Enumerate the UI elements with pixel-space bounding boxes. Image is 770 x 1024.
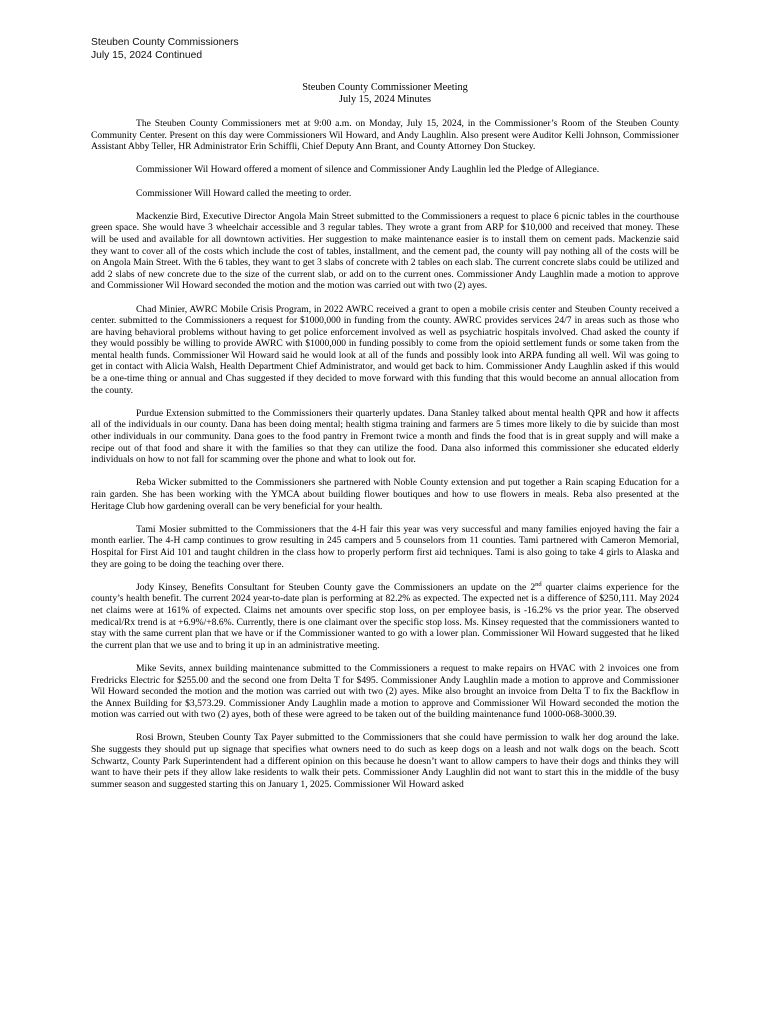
paragraph-call-to-order: Commissioner Will Howard called the meeting to order.	[136, 187, 352, 199]
paragraph-awrc-mobile-crisis: Chad Minier, AWRC Mobile Crisis Program, in 2022 AWRC received a grant to open a mobile crisis center and Steuben County received a center. submitted to the Commissioners a request for $1000,000 in funding from the county. AWRC provides services 24/7 in areas such as those who are having behavioral problems without having to get police enforcement involved as well as psychiatric hospitals involved. Chad asked the county if they would possibly be willing to provide AWRC with $1000,000 in funding possibly to come from the opioid settlement funds or some taken from the mental health funds. Commissioner Wil Howard said he would look at all of the funds and possibly look into ARPA funding all well. Wil was going to get in contact with Alicia Walsh, Health Department Chief Administrator, and would get back to him. Commissioner Andy Laughlin asked if this would be a one-time thing or annual and Chas suggested if they decided to move forward with this funding that this would become an annual allocation from the county.	[91, 303, 679, 396]
paragraph-4h-fair: Tami Mosier submitted to the Commissioners that the 4-H fair this year was very successful and many families enjoyed having the fair a month earlier. The 4-H camp continues to grow resulting in 245 campers and 5 counselors from 11 counties. Tami partnered with Cameron Memorial, Hospital for First Aid 101 and taught children in the class how to properly perform first aid techniques. Tami is also going to take 4 girls to Alaska and they are going to be doing the teaching over there.	[91, 523, 679, 570]
paragraph-dog-walking: Rosi Brown, Steuben County Tax Payer submitted to the Commissioners that she could have permission to walk her dog around the lake. She suggests they should put up signage that specifies what owners need to do such as keep dogs on a leash and not walk dogs on the beach. Scott Schwartz, County Park Superintendent had a different opinion on this because he doesn’t want to allow campers to have their dogs and thinks they will want to have their pets if they allow lake residents to walk their pets. Commissioner Andy Laughlin did not want to start this in the middle of the busy summer season and suggested starting this on January 1, 2025. Commissioner Wil Howard asked	[91, 732, 679, 790]
minutes-body	[91, 118, 679, 790]
paragraph-health-benefits	[91, 582, 679, 652]
header-line-2: July 15, 2024 Continued	[91, 50, 203, 61]
page-header	[91, 36, 679, 62]
header-line-1: Steuben County Commissioners	[91, 37, 239, 48]
paragraph-purdue-extension: Purdue Extension submitted to the Commissioners their quarterly updates. Dana Stanley talked about mental health QPR and how it affects all of the individuals in our county. Dana has been doing mental; health stigma training and farmers are 5 times more likely to die by suicide than most other individuals in our community. Dana goes to the food pantry in Fremont twice a month and finds the food that is in great supply and will make a recipe out of that food and share it with the families so that they can utilize the food. Dana also informed this commissioner she educated elderly individuals on how to not fall for scamming over the phone and what to look out for.	[91, 407, 679, 466]
ordinal-superscript: nd	[535, 580, 542, 588]
document-title	[91, 82, 679, 106]
title-line-1: Steuben County Commissioner Meeting	[302, 82, 468, 93]
paragraph-hvac-repairs: Mike Sevits, annex building maintenance submitted to the Commissioners a request to make repairs on HVAC with 2 invoices one from Fredricks Electric for $255.00 and the second one from Delta T for $495. Commissioner Andy Laughlin made a motion to approve and Commissioner Wil Howard seconded the motion and the motion was carried out with two (2) ayes. Mike also brought an invoice from Delta T to fix the Backflow in the Annex Building for $3,573.29. Commissioner Andy Laughlin made a motion to approve and Commissioner Wil Howard seconded the motion the motion was carried out with two (2) ayes, both of these were agreed to be taken out of the building maintenance fund 1000-068-3000.39.	[91, 662, 679, 721]
benefits-text-end: quarter claims experience for the county’s health benefit. The current 2024 year-to-date plan is performing at 82.2% as expected. The expected net is a difference of $250,111. May 2024 net claims were at 161% of expected. Claims net amounts over specific stop loss, on per employee basis, is -16.2% vs the prior year. The observed medical/Rx trend is at +6.9%/+8.6%. Currently, there is one claimant over the specific stop loss. Ms. Kinsey requested that the commissioners wanted to stay with the same current plan that we have or if the Commissioner wanted to go with a lower plan. Commissioner Wil Howard suggested that he liked the current plan that we use and to bring it up in an administrative meeting.	[91, 581, 679, 651]
paragraph-pledge: Commissioner Wil Howard offered a moment of silence and Commissioner Andy Laughlin led the Pledge of Allegiance.	[136, 164, 600, 176]
benefits-text-start: Jody Kinsey, Benefits Consultant for Steuben County gave the Commissioners an update on the 2	[136, 581, 536, 593]
title-line-2: July 15, 2024 Minutes	[338, 94, 432, 105]
paragraph-attendance: The Steuben County Commissioners met at 9:00 a.m. on Monday, July 15, 2024, in the Commissioner’s Room of the Steuben County Community Center. Present on this day were Commissioners Wil Howard, and Andy Laughlin. Also present were Auditor Kelli Johnson, Commissioner Assistant Abby Teller, HR Administrator Erin Schiffli, Chief Deputy Ann Brant, and County Attorney Don Stuckey.	[91, 118, 679, 153]
paragraph-rain-garden: Reba Wicker submitted to the Commissioners she partnered with Noble County extension and put together a Rain scaping Education for a rain garden. She has been working with the YMCA about building flower boutiques and how to use flowers in meals. Reba also presented at the Heritage Club how gardening overall can be very beneficial for your health.	[91, 477, 679, 512]
paragraph-picnic-tables: Mackenzie Bird, Executive Director Angola Main Street submitted to the Commissioners a request to place 6 picnic tables in the courthouse green space. She would have 3 wheelchair accessible and 3 regular tables. They wrote a grant from ARP for $10,000 and received that money. These will be used and available for all downtown activities. Her suggestion to make maintenance easier is to install them on cement pads. Mackenzie said they want to cover all of the costs which include the cost of tables, installment, and the cement pad, the county will pay nothing all of the costs will be on Angola Main Street. With the 6 tables, they want to get 3 slabs of concrete with 2 tables on each slab. The current concrete slabs could be utilized and add 2 slabs of new concrete due to the size of the current slab, or add on to the current ones. Commissioner Andy Laughlin made a motion to approve and Commissioner Wil Howard seconded the motion and the motion was carried out with two (2) ayes.	[91, 210, 679, 292]
